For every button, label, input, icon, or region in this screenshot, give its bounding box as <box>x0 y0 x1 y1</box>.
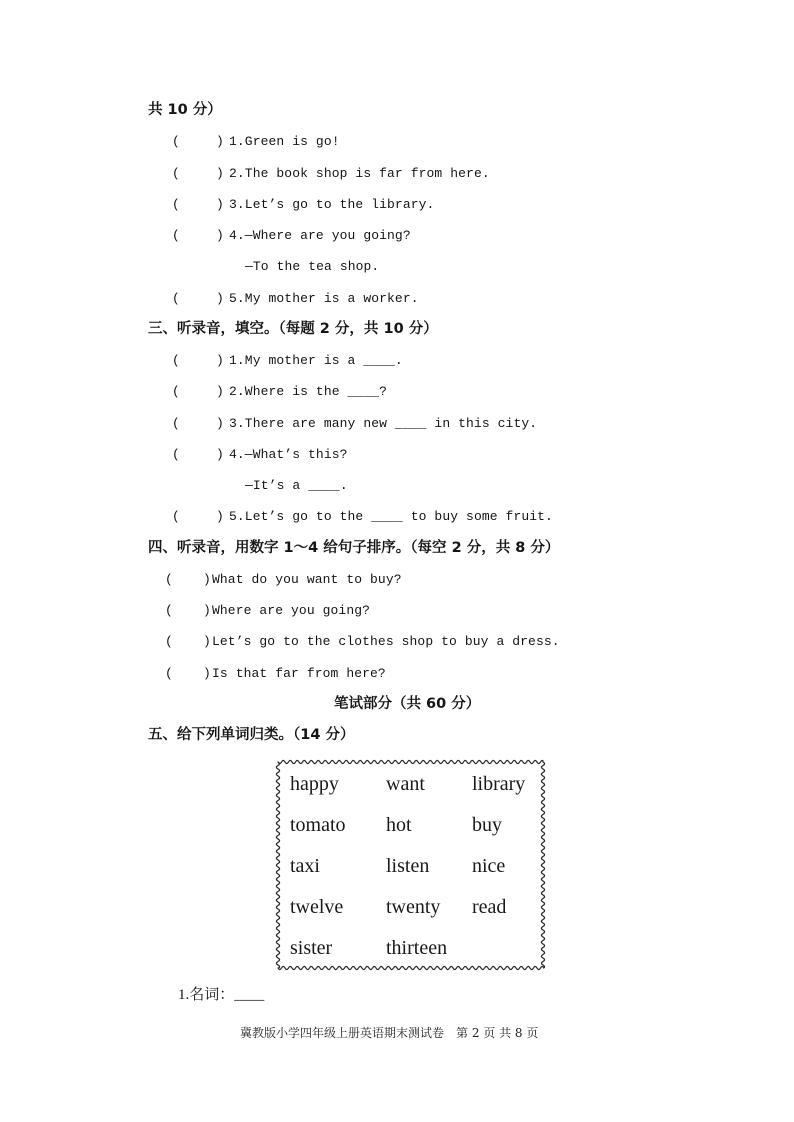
part4-heading-line <box>0 533 794 564</box>
answer-bracket-open: ( <box>172 446 180 462</box>
category-noun-line <box>178 980 264 1011</box>
part2-item-4-reply <box>0 251 794 282</box>
answer-bracket-close: ) <box>216 509 224 525</box>
question-text: 2.Where is the ____? <box>229 384 388 400</box>
answer-bracket-close: ) <box>216 228 224 243</box>
answer-bracket-close: ) <box>216 384 224 400</box>
answer-bracket-open: ( <box>165 571 173 587</box>
written-section-heading-line <box>0 689 794 720</box>
word: twenty <box>386 896 441 918</box>
word: want <box>386 773 425 795</box>
answer-bracket-close: ) <box>216 353 224 368</box>
answer-bracket-open: ( <box>165 665 173 681</box>
answer-bracket-open: ( <box>172 290 180 306</box>
sentence-text: Is that far from here? <box>212 665 386 681</box>
word: thirteen <box>386 937 448 959</box>
part3-item-2 <box>0 376 794 407</box>
answer-bracket-open: ( <box>165 603 173 618</box>
answer-bracket-open: ( <box>172 134 180 150</box>
answer-bracket-open: ( <box>172 228 180 243</box>
answer-bracket-close: ) <box>203 603 211 618</box>
word: hot <box>386 814 412 836</box>
answer-bracket-close: ) <box>216 290 224 306</box>
word: taxi <box>290 855 320 877</box>
question-text: 4.—What’s this? <box>229 446 348 462</box>
answer-bracket-close: ) <box>216 196 224 212</box>
answer-bracket-open: ( <box>172 509 180 525</box>
part2-item-4 <box>0 220 794 251</box>
question-text: 1.My mother is a ____. <box>229 353 403 368</box>
word-grid <box>290 764 538 969</box>
part2-heading-tail-line <box>0 95 794 126</box>
question-text: 3.Let’s go to the library. <box>229 196 435 212</box>
question-text: 2.The book shop is far from here. <box>229 165 490 181</box>
question-text: 4.—Where are you going? <box>229 228 411 243</box>
part3-heading-line <box>0 314 794 345</box>
answer-bracket-close: ) <box>216 446 224 462</box>
part2-item-5 <box>0 283 794 314</box>
word: library <box>472 773 526 795</box>
part2-heading-tail: 共 10 分） <box>148 102 222 118</box>
word: sister <box>290 937 333 959</box>
dialogue-reply: —It’s a ____. <box>245 478 348 493</box>
exam-page-body <box>0 95 794 751</box>
question-text: 5.Let’s go to the ____ to buy some fruit. <box>229 509 553 525</box>
dialogue-reply: —To the tea shop. <box>245 259 380 275</box>
part3-item-3 <box>0 408 794 439</box>
answer-bracket-open: ( <box>172 196 180 212</box>
answer-blank: ____ <box>234 987 265 1003</box>
part5-heading: 五、给下列单词归类。（14 分） <box>148 727 355 743</box>
answer-bracket-open: ( <box>172 415 180 431</box>
word: buy <box>472 814 502 836</box>
part4-heading: 四、听录音，用数字 1～4 给句子排序。（每空 2 分，共 8 分） <box>148 539 560 556</box>
question-text: 3.There are many new ____ in this city. <box>229 415 538 431</box>
sentence-text: Where are you going? <box>212 603 371 618</box>
part4-item-4 <box>0 658 794 689</box>
part3-heading: 三、听录音，填空。（每题 2 分，共 10 分） <box>148 320 438 337</box>
part3-item-4-reply <box>0 470 794 501</box>
word-box <box>278 762 543 968</box>
answer-bracket-close: ) <box>203 665 211 681</box>
part2-item-2 <box>0 158 794 189</box>
answer-bracket-close: ) <box>203 634 211 650</box>
part4-item-2 <box>0 595 794 626</box>
part3-item-5 <box>0 501 794 532</box>
part4-item-3 <box>0 626 794 657</box>
word: twelve <box>290 896 344 918</box>
sentence-text: What do you want to buy? <box>212 571 402 587</box>
part2-item-3 <box>0 189 794 220</box>
answer-bracket-open: ( <box>172 165 180 181</box>
answer-bracket-close: ) <box>216 134 224 150</box>
answer-bracket-close: ) <box>216 165 224 181</box>
answer-bracket-close: ) <box>216 415 224 431</box>
word: listen <box>386 855 430 877</box>
word: happy <box>290 773 339 795</box>
question-text: 1.Green is go! <box>229 134 340 150</box>
word: tomato <box>290 814 346 836</box>
part3-item-4 <box>0 439 794 470</box>
category-label: 1.名词： <box>178 987 235 1003</box>
part4-item-1 <box>0 564 794 595</box>
part3-item-1 <box>0 345 794 376</box>
footer-page-info: 第 2 页 共 8 页 <box>456 1026 539 1040</box>
written-section-heading: 笔试部分（共 60 分） <box>334 695 481 712</box>
answer-bracket-open: ( <box>172 353 180 368</box>
answer-bracket-open: ( <box>165 634 173 650</box>
word: nice <box>472 855 506 877</box>
answer-bracket-open: ( <box>172 384 180 400</box>
footer-title: 冀教版小学四年级上册英语期末测试卷 <box>240 1026 445 1040</box>
question-text: 5.My mother is a worker. <box>229 290 419 306</box>
part2-item-1 <box>0 126 794 157</box>
part5-heading-line <box>0 720 794 751</box>
word: read <box>472 896 507 918</box>
answer-bracket-close: ) <box>203 571 211 587</box>
sentence-text: Let’s go to the clothes shop to buy a dress. <box>212 634 560 650</box>
